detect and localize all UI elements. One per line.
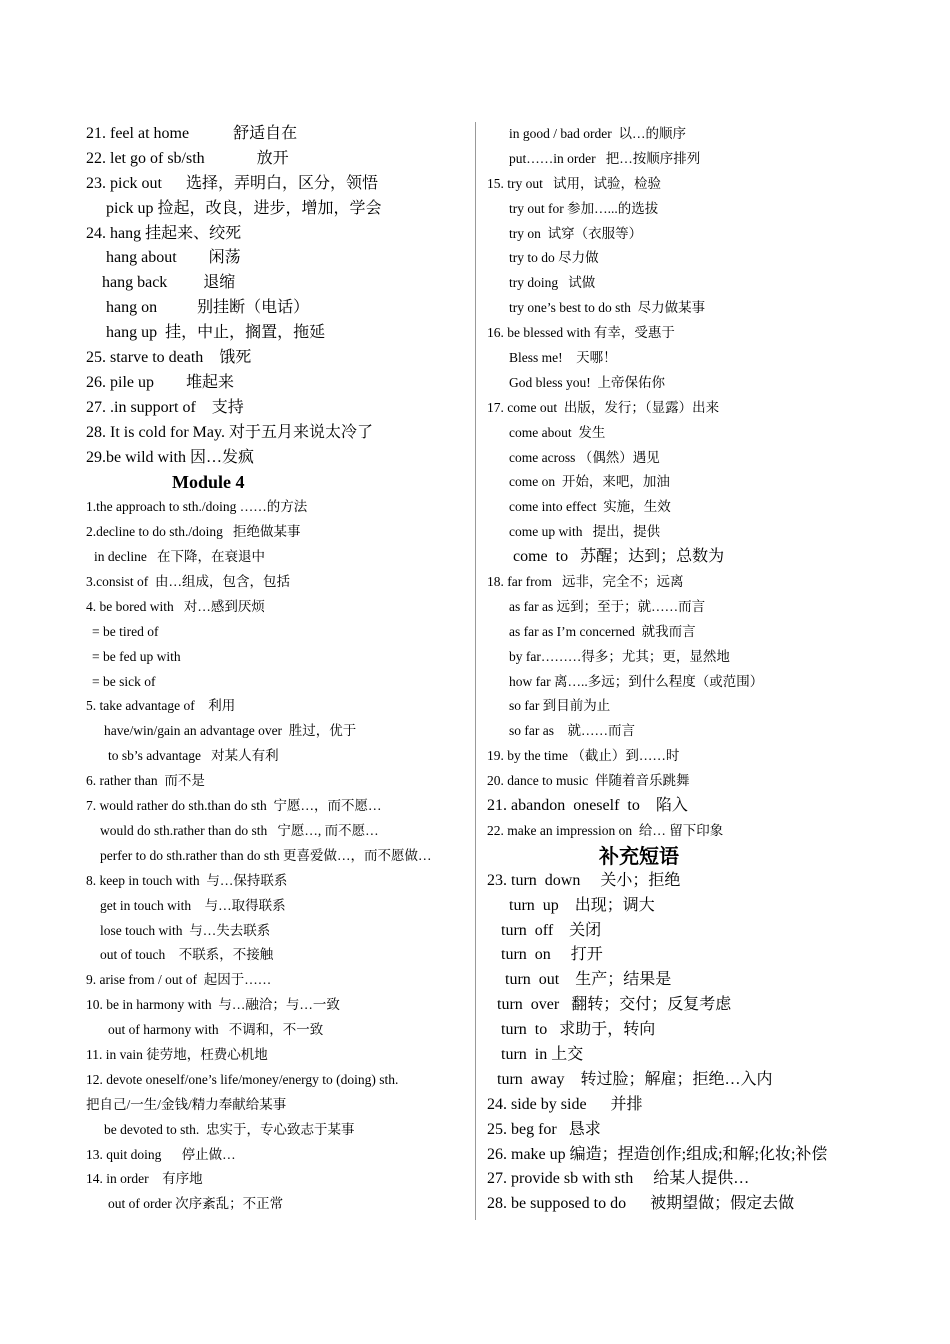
phrase-line: hang back 退缩 bbox=[102, 274, 236, 292]
phrase-line: 22. let go of sb/sth 放开 bbox=[86, 149, 289, 167]
section-heading: Module 4 bbox=[172, 472, 245, 493]
phrase-line: 11. in vain 徒劳地，枉费心机地 bbox=[86, 1046, 268, 1062]
phrase-line: 16. be blessed with 有幸，受惠于 bbox=[487, 325, 675, 341]
phrase-line: in decline 在下降，在衰退中 bbox=[94, 549, 265, 565]
column-divider bbox=[475, 122, 476, 1220]
phrase-line: come into effect 实施，生效 bbox=[509, 499, 671, 515]
phrase-line: have/win/gain an advantage over 胜过，优于 bbox=[104, 723, 357, 739]
left-column bbox=[86, 122, 466, 1217]
phrase-line: out of order 次序紊乱；不正常 bbox=[108, 1196, 284, 1212]
phrase-line: out of touch 不联系，不接触 bbox=[100, 947, 274, 963]
phrase-line: turn off 关闭 bbox=[501, 921, 602, 939]
phrase-line: turn out 生产；结果是 bbox=[505, 971, 672, 989]
phrase-line: as far as I’m concerned 就我而言 bbox=[509, 623, 696, 639]
phrase-line: turn on 打开 bbox=[501, 946, 603, 964]
phrase-line: 28. It is cold for May. 对于五月来说太冷了 bbox=[86, 423, 373, 441]
phrase-line: pick up 捡起，改良，进步，增加，学会 bbox=[106, 199, 382, 217]
phrase-line: turn away 转过脸；解雇；拒绝…入内 bbox=[497, 1070, 773, 1088]
phrase-line: Bless me! 天哪！ bbox=[509, 350, 617, 366]
phrase-line: out of harmony with 不调和，不一致 bbox=[108, 1022, 324, 1038]
phrase-line: as far as 远到；至于；就……而言 bbox=[509, 598, 706, 614]
phrase-line: 20. dance to music 伴随着音乐跳舞 bbox=[487, 773, 690, 789]
phrase-line: 6. rather than 而不是 bbox=[86, 773, 205, 789]
phrase-line: to sb’s advantage 对某人有利 bbox=[108, 748, 279, 764]
phrase-line: 26. make up 编造；捏造创作;组成;和解;化妆;补偿 bbox=[487, 1145, 828, 1163]
phrase-line: 9. arise from / out of 起因于…… bbox=[86, 972, 272, 988]
phrase-line: 24. side by side 并排 bbox=[487, 1095, 643, 1113]
phrase-line: 21. feel at home 舒适自在 bbox=[86, 125, 298, 142]
phrase-line: try to do 尽力做 bbox=[509, 250, 599, 266]
phrase-line: 5. take advantage of 利用 bbox=[86, 698, 236, 714]
phrase-line: come about 发生 bbox=[509, 424, 606, 440]
phrase-line: so far as 就……而言 bbox=[509, 723, 635, 739]
phrase-line: 1.the approach to sth./doing ……的方法 bbox=[86, 499, 308, 515]
phrase-line: 27. .in support of 支持 bbox=[86, 398, 244, 416]
phrase-line: = be sick of bbox=[92, 673, 156, 689]
phrase-line: hang on 别挂断（电话） bbox=[106, 299, 310, 317]
phrase-line: = be tired of bbox=[92, 623, 159, 639]
phrase-line: 14. in order 有序地 bbox=[86, 1171, 203, 1187]
phrase-line: turn over 翻转；交付；反复考虑 bbox=[497, 996, 732, 1014]
phrase-line: 7. would rather do sth.than do sth 宁愿…，而不愿… bbox=[86, 798, 382, 814]
phrase-line: 17. come out 出版，发行；（显露）出来 bbox=[487, 399, 720, 415]
phrase-line: try doing 试做 bbox=[509, 275, 596, 291]
phrase-line: perfer to do sth.rather than do sth 更喜爱做…，而不愿做… bbox=[100, 847, 432, 863]
right-column bbox=[487, 122, 927, 1217]
phrase-line: turn to 求助于，转向 bbox=[501, 1021, 656, 1039]
phrase-line: hang about 闲荡 bbox=[106, 249, 241, 267]
phrase-line: 27. provide sb with sth 给某人提供… bbox=[487, 1170, 750, 1188]
phrase-line: 25. beg for 恳求 bbox=[487, 1120, 601, 1138]
phrase-line: turn up 出现；调大 bbox=[509, 896, 655, 914]
phrase-line: 21. abandon oneself to 陷入 bbox=[487, 797, 688, 815]
phrase-line: try out for 参加…...的选拔 bbox=[509, 200, 659, 216]
phrase-line: would do sth.rather than do sth 宁愿…, 而不愿… bbox=[100, 822, 379, 838]
phrase-line: God bless you! 上帝保佑你 bbox=[509, 374, 665, 390]
phrase-line: how far 离…..多远；到什么程度（或范围） bbox=[509, 673, 764, 689]
phrase-line: by far………得多；尤其；更，显然地 bbox=[509, 648, 730, 664]
phrase-line: 18. far from 远非，完全不；远离 bbox=[487, 574, 684, 590]
phrase-line: 29.be wild with 因…发疯 bbox=[86, 448, 254, 466]
phrase-line: 23. turn down 关小；拒绝 bbox=[487, 871, 681, 889]
phrase-line: 23. pick out 选择，弄明白，区分，领悟 bbox=[86, 174, 378, 192]
phrase-line: 2.decline to do sth./doing 拒绝做某事 bbox=[86, 524, 301, 540]
phrase-line: 19. by the time （截止）到……时 bbox=[487, 748, 680, 764]
phrase-line: 28. be supposed to do 被期望做；假定去做 bbox=[487, 1195, 795, 1213]
phrase-line: get in touch with 与…取得联系 bbox=[100, 897, 286, 913]
phrase-line: 8. keep in touch with 与…保持联系 bbox=[86, 872, 288, 888]
phrase-line: 25. starve to death 饿死 bbox=[86, 349, 252, 367]
phrase-line: 24. hang 挂起来、绞死 bbox=[86, 224, 242, 242]
phrase-line: turn in 上交 bbox=[501, 1045, 584, 1063]
phrase-line: 15. try out 试用，试验，检验 bbox=[487, 175, 661, 191]
phrase-line: put……in order 把…按顺序排列 bbox=[509, 150, 701, 166]
phrase-line: 13. quit doing 停止做… bbox=[86, 1146, 236, 1162]
phrase-line: 10. be in harmony with 与…融洽；与…一致 bbox=[86, 997, 340, 1013]
phrase-line: = be fed up with bbox=[92, 648, 181, 664]
phrase-line: 22. make an impression on 给… 留下印象 bbox=[487, 822, 724, 838]
phrase-line: come across （偶然）遇见 bbox=[509, 449, 660, 465]
phrase-line: come to 苏醒；达到；总数为 bbox=[513, 548, 725, 566]
phrase-line: 26. pile up 堆起来 bbox=[86, 373, 234, 391]
phrase-line: so far 到目前为止 bbox=[509, 698, 611, 714]
phrase-line: 4. be bored with 对…感到厌烦 bbox=[86, 598, 265, 614]
phrase-line: 3.consist of 由…组成，包含，包括 bbox=[86, 574, 290, 590]
phrase-line: try one’s best to do sth 尽力做某事 bbox=[509, 300, 706, 316]
phrase-line: be devoted to sth. 忠实于，专心致志于某事 bbox=[104, 1121, 355, 1137]
phrase-line: in good / bad order 以…的顺序 bbox=[509, 126, 686, 141]
phrase-line: come up with 提出，提供 bbox=[509, 524, 661, 540]
phrase-line: 把自己/一生/金钱/精力奉献给某事 bbox=[86, 1096, 287, 1112]
phrase-line: 12. devote oneself/one’s life/money/energy to (doing) sth. bbox=[86, 1071, 399, 1087]
phrase-line: try on 试穿（衣服等） bbox=[509, 225, 643, 241]
section-heading: 补充短语 bbox=[599, 843, 679, 868]
phrase-line: come on 开始，来吧，加油 bbox=[509, 474, 670, 490]
phrase-line: hang up 挂，中止，搁置，拖延 bbox=[106, 324, 326, 342]
phrase-line: lose touch with 与…失去联系 bbox=[100, 922, 271, 938]
